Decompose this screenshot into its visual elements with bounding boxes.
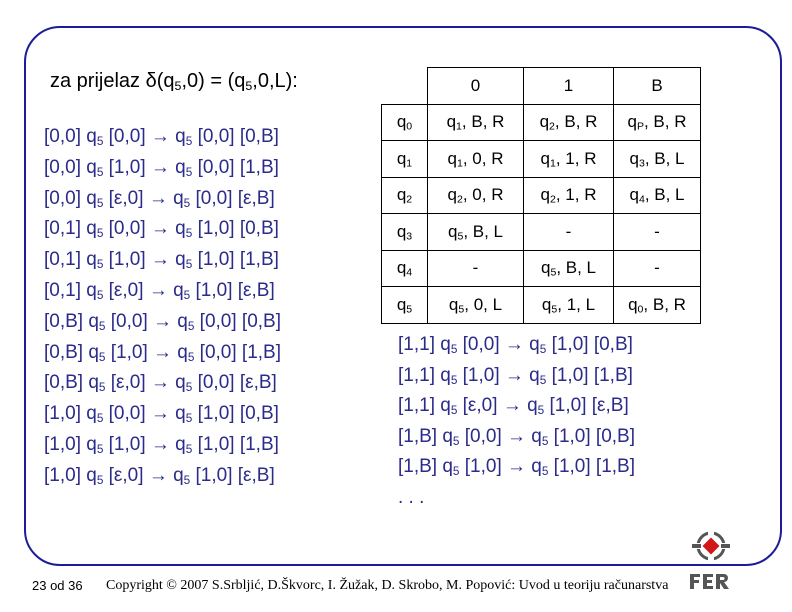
right-rule: [1,1] $q_5$ $[\varepsilon,0] \to q_5$ [1,0] [ε,B]: [398, 395, 629, 418]
table-cell: $q_0$, B, R: [614, 287, 701, 324]
row-header: $q_2$: [382, 177, 428, 214]
right-rule: [1,B] $q_5$ $[1,0] \to q_5$ [1,0] [1,B]: [398, 456, 636, 479]
left-rule: [0,B] $q_5$ $[0,0] \to q_5$ [0,0] [0,B]: [44, 310, 282, 333]
rules-right-column: [398, 330, 738, 514]
table-corner: [382, 68, 428, 105]
row-header: $q_4$: [382, 250, 428, 287]
right-rule: [1,B] $q_5$ $[0,0] \to q_5$ [1,0] [0,B]: [398, 425, 636, 448]
fer-emblem-icon: [692, 530, 730, 562]
table-cell: $q_2$, 1, R: [524, 177, 614, 214]
table-cell: $q_2$, B, R: [524, 104, 614, 141]
row-header: $q_3$: [382, 214, 428, 251]
table-cell: $q_5$, 0, L: [428, 287, 524, 324]
table-cell: $q_P$, B, R: [614, 104, 701, 141]
left-rule: [0,0] $q_5$ $[1,0] \to q_5$ [0,0] [1,B]: [44, 156, 279, 179]
right-rule: [1,1] $q_5$ $[0,0] \to q_5$ [1,0] [0,B]: [398, 334, 633, 356]
right-rule: [1,1] $q_5$ $[1,0] \to q_5$ [1,0] [1,B]: [398, 364, 633, 387]
transition-table: [381, 67, 701, 324]
table-cell: $q_5$, 1, L: [524, 287, 614, 324]
table-row: [382, 214, 701, 251]
table-cell: $q_4$, B, L: [614, 177, 701, 214]
left-rule: [0,1] $q_5$ $[\varepsilon,0] \to q_5$ [1,0] [ε,B]: [44, 279, 275, 302]
left-rule: [1,0] $q_5$ $[\varepsilon,0] \to q_5$ [1,0] [ε,B]: [44, 464, 275, 487]
table-row: [382, 250, 701, 287]
col-header-B: B: [614, 68, 701, 105]
left-rule: [0,B] $q_5$ $[1,0] \to q_5$ [0,0] [1,B]: [44, 341, 282, 364]
left-rule: [1,0] $q_5$ $[0,0] \to q_5$ [1,0] [0,B]: [44, 403, 279, 426]
table-row: [382, 287, 701, 324]
table-cell: -: [428, 250, 524, 287]
table-cell: -: [524, 214, 614, 251]
col-header-0: 0: [428, 68, 524, 105]
table-cell: $q_2$, 0, R: [428, 177, 524, 214]
left-rule: [1,0] $q_5$ $[1,0] \to q_5$ [1,0] [1,B]: [44, 433, 279, 456]
table-cell: $q_1$, 1, R: [524, 141, 614, 178]
col-header-1: 1: [524, 68, 614, 105]
heading: za prijelaz $\delta(q_5,0) = (q_5,0,L)$:: [50, 70, 298, 94]
left-rule: [0,B] $q_5$ $[\varepsilon,0] \to q_5$ [0,0] [ε,B]: [44, 372, 277, 395]
left-rule: [0,0] $q_5$ $[0,0] \to q_5$ [0,0] [0,B]: [44, 126, 279, 148]
table-cell: $q_5$, B, L: [428, 214, 524, 251]
fer-wordmark: [690, 574, 729, 589]
table-row: [382, 177, 701, 214]
table-cell: $q_5$, B, L: [524, 250, 614, 287]
rules-left-column: [44, 122, 374, 492]
table-row: [382, 104, 701, 141]
row-header: $q_0$: [382, 104, 428, 141]
table-cell: $q_1$, B, R: [428, 104, 524, 141]
table-cell: -: [614, 214, 701, 251]
page-number: 23 od 36: [32, 578, 83, 593]
row-header: $q_5$: [382, 287, 428, 324]
table-cell: $q_3$, B, L: [614, 141, 701, 178]
table-row: [382, 141, 701, 178]
table-cell: $q_1$, 0, R: [428, 141, 524, 178]
row-header: $q_1$: [382, 141, 428, 178]
left-rule: [0,1] $q_5$ $[1,0] \to q_5$ [1,0] [1,B]: [44, 249, 279, 272]
left-rule: [0,0] $q_5$ $[\varepsilon,0] \to q_5$ [0,0] [ε,B]: [44, 187, 275, 210]
table-cell: -: [614, 250, 701, 287]
fer-logo: [686, 528, 736, 594]
copyright-line: Copyright © 2007 S.Srbljić, D.Škvorc, I. Žužak, D. Skrobo, M. Popović: Uvod u teoriju računarstva: [106, 578, 669, 593]
left-rule: [0,1] $q_5$ $[0,0] \to q_5$ [1,0] [0,B]: [44, 218, 279, 241]
ellipsis: . . .: [398, 486, 425, 508]
